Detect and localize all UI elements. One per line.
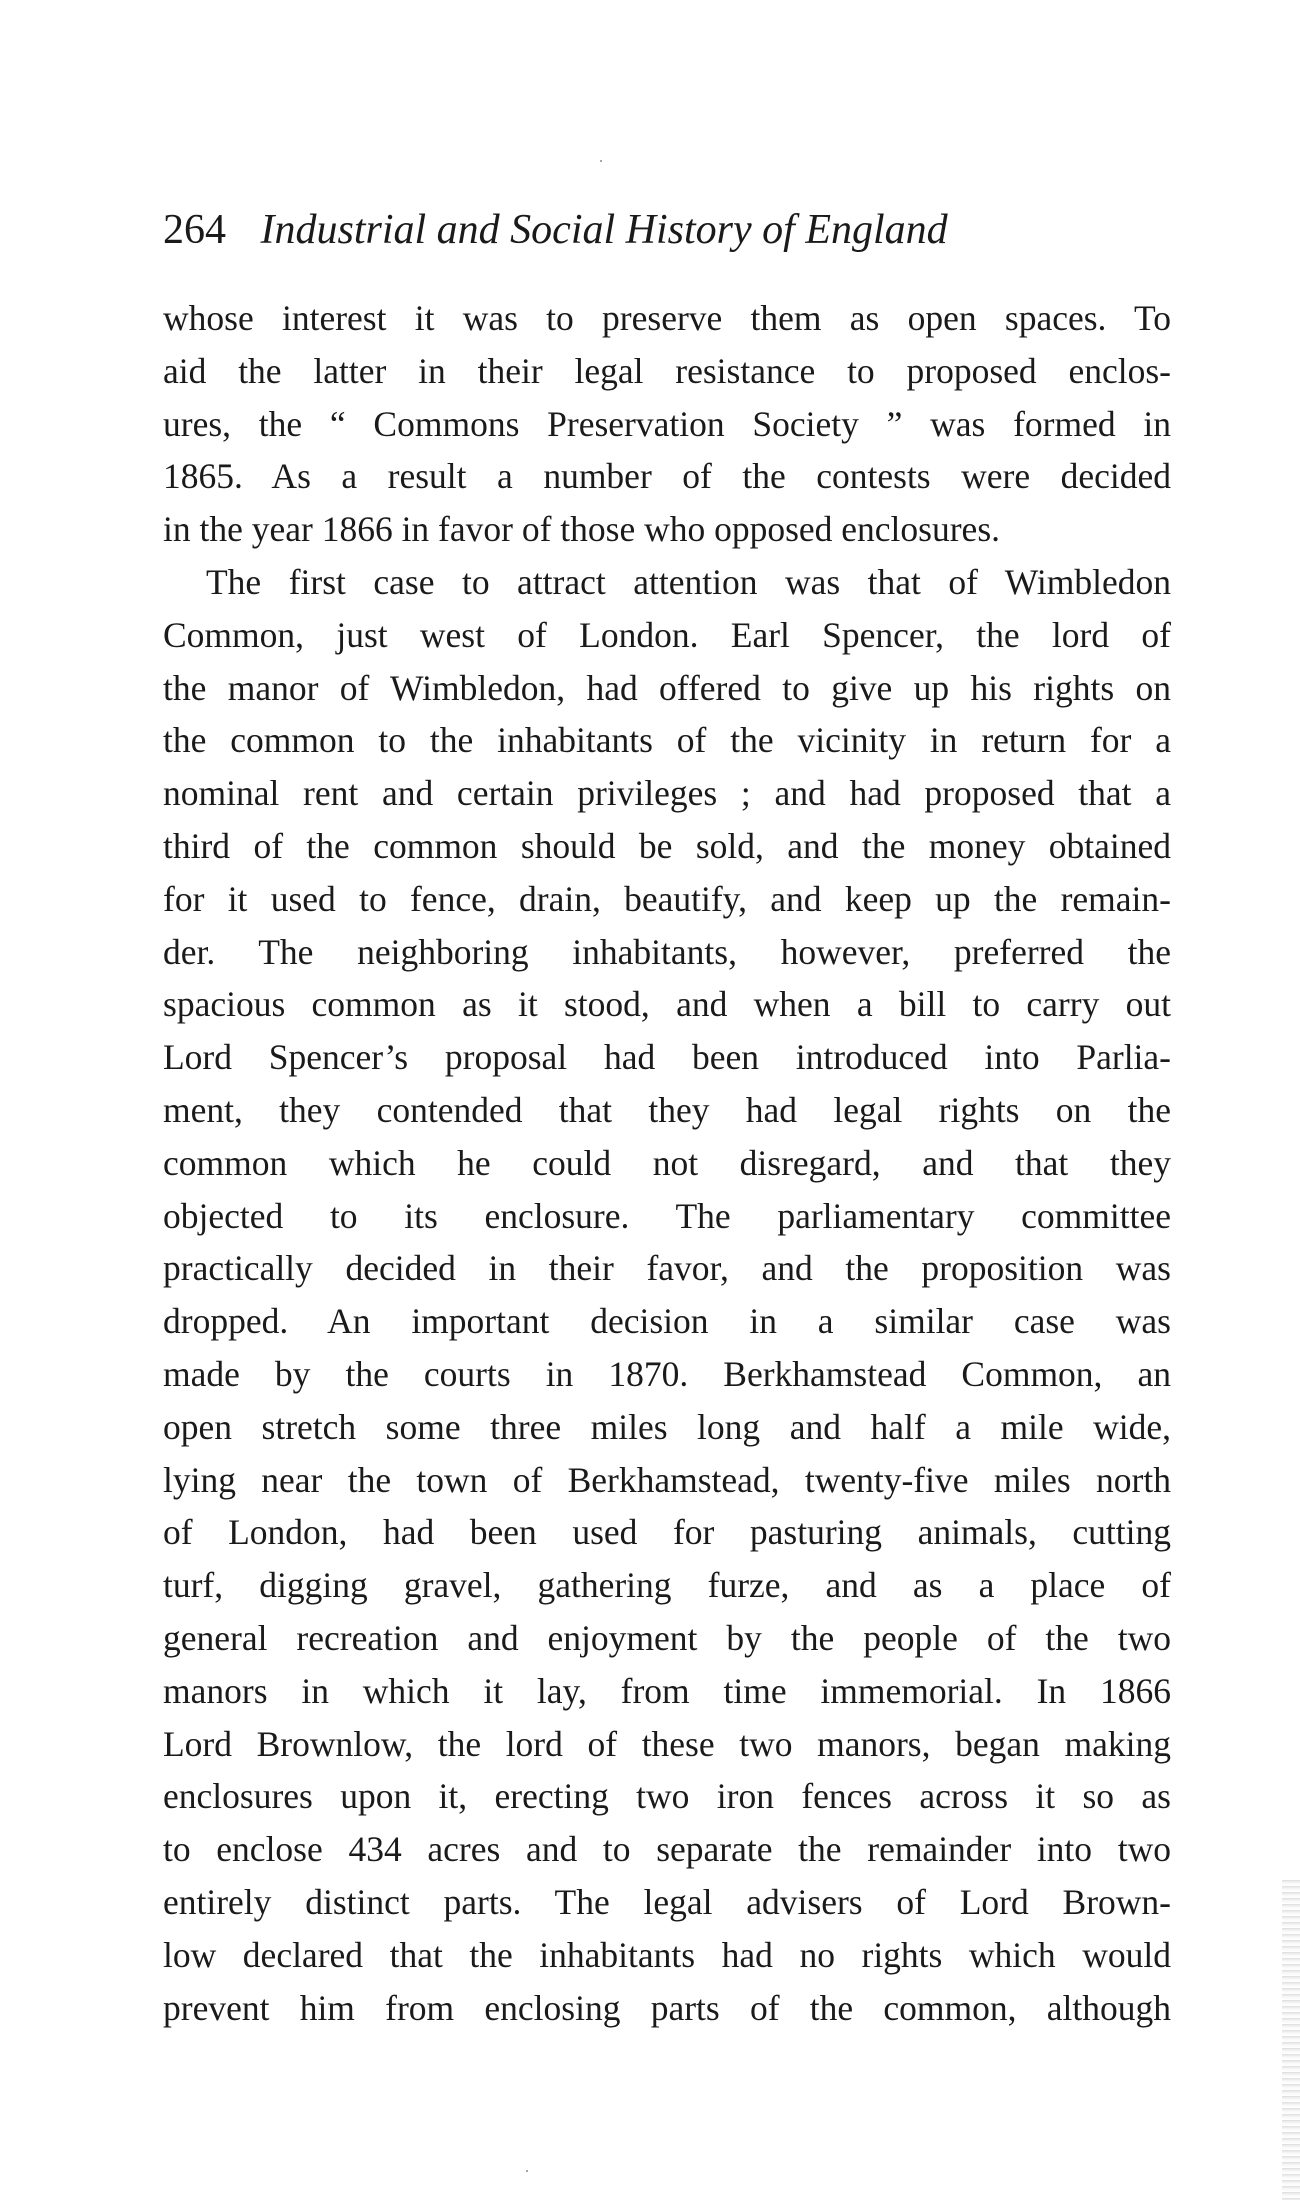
- text-line: manors in which it lay, from time immemorial. In 1866: [163, 1670, 1171, 1711]
- text-line: low declared that the inhabitants had no rights which would: [163, 1934, 1171, 1975]
- text-line: dropped. An important decision in a similar case was: [163, 1301, 1171, 1342]
- text-line: Common, just west of London. Earl Spencer, the lord of: [163, 614, 1171, 655]
- text-line: entirely distinct parts. The legal advisers of Lord Brown-: [163, 1881, 1171, 1922]
- text-line: for it used to fence, drain, beautify, and keep up the remain-: [163, 878, 1171, 919]
- scan-speck: [526, 2170, 528, 2172]
- text-line: lying near the town of Berkhamstead, twenty-five miles north: [163, 1459, 1171, 1500]
- text-line: The first case to attract attention was that of Wimbledon: [206, 561, 1171, 602]
- text-line: turf, digging gravel, gathering furze, and as a place of: [163, 1565, 1171, 1606]
- text-line: prevent him from enclosing parts of the common, although: [163, 1987, 1171, 2028]
- book-title: Industrial and Social History of England: [260, 207, 948, 253]
- text-line: enclosures upon it, erecting two iron fences across it so as: [163, 1776, 1171, 1817]
- text-line: made by the courts in 1870. Berkhamstead Common, an: [163, 1353, 1171, 1394]
- text-line: Lord Brownlow, the lord of these two manors, began making: [163, 1723, 1171, 1764]
- scan-edge-noise: [1282, 1880, 1300, 2200]
- text-line: ment, they contended that they had legal rights on the: [163, 1089, 1171, 1130]
- body-text: [163, 292, 1171, 2034]
- text-line: to enclose 434 acres and to separate the remainder into two: [163, 1829, 1171, 1870]
- text-line: of London, had been used for pasturing animals, cutting: [163, 1512, 1171, 1553]
- text-line: Lord Spencer’s proposal had been introduced into Parlia-: [163, 1037, 1171, 1078]
- text-line: aid the latter in their legal resistance to proposed enclos-: [163, 350, 1171, 391]
- text-line: in the year 1866 in favor of those who opposed enclosures.: [163, 509, 1001, 550]
- text-line: the common to the inhabitants of the vicinity in return for a: [163, 720, 1171, 761]
- text-line: common which he could not disregard, and that they: [163, 1142, 1171, 1183]
- text-line: spacious common as it stood, and when a bill to carry out: [163, 984, 1171, 1025]
- text-line: objected to its enclosure. The parliamentary committee: [163, 1195, 1171, 1236]
- text-line: general recreation and enjoyment by the people of the two: [163, 1617, 1171, 1658]
- text-line: open stretch some three miles long and half a mile wide,: [163, 1406, 1171, 1447]
- text-line: practically decided in their favor, and the proposition was: [163, 1248, 1171, 1289]
- text-line: whose interest it was to preserve them as open spaces. To: [163, 298, 1171, 338]
- scan-speck: [600, 160, 602, 162]
- text-line: the manor of Wimbledon, had offered to give up his rights on: [163, 667, 1171, 708]
- text-line: third of the common should be sold, and the money obtained: [163, 825, 1171, 866]
- page-number: 264: [163, 207, 226, 253]
- text-line: der. The neighboring inhabitants, however, preferred the: [163, 931, 1171, 972]
- text-line: ures, the “ Commons Preservation Society ” was formed in: [163, 403, 1171, 444]
- running-head: [163, 200, 1163, 260]
- text-line: nominal rent and certain privileges ; and had proposed that a: [163, 773, 1171, 814]
- text-line: 1865. As a result a number of the contests were decided: [163, 456, 1171, 497]
